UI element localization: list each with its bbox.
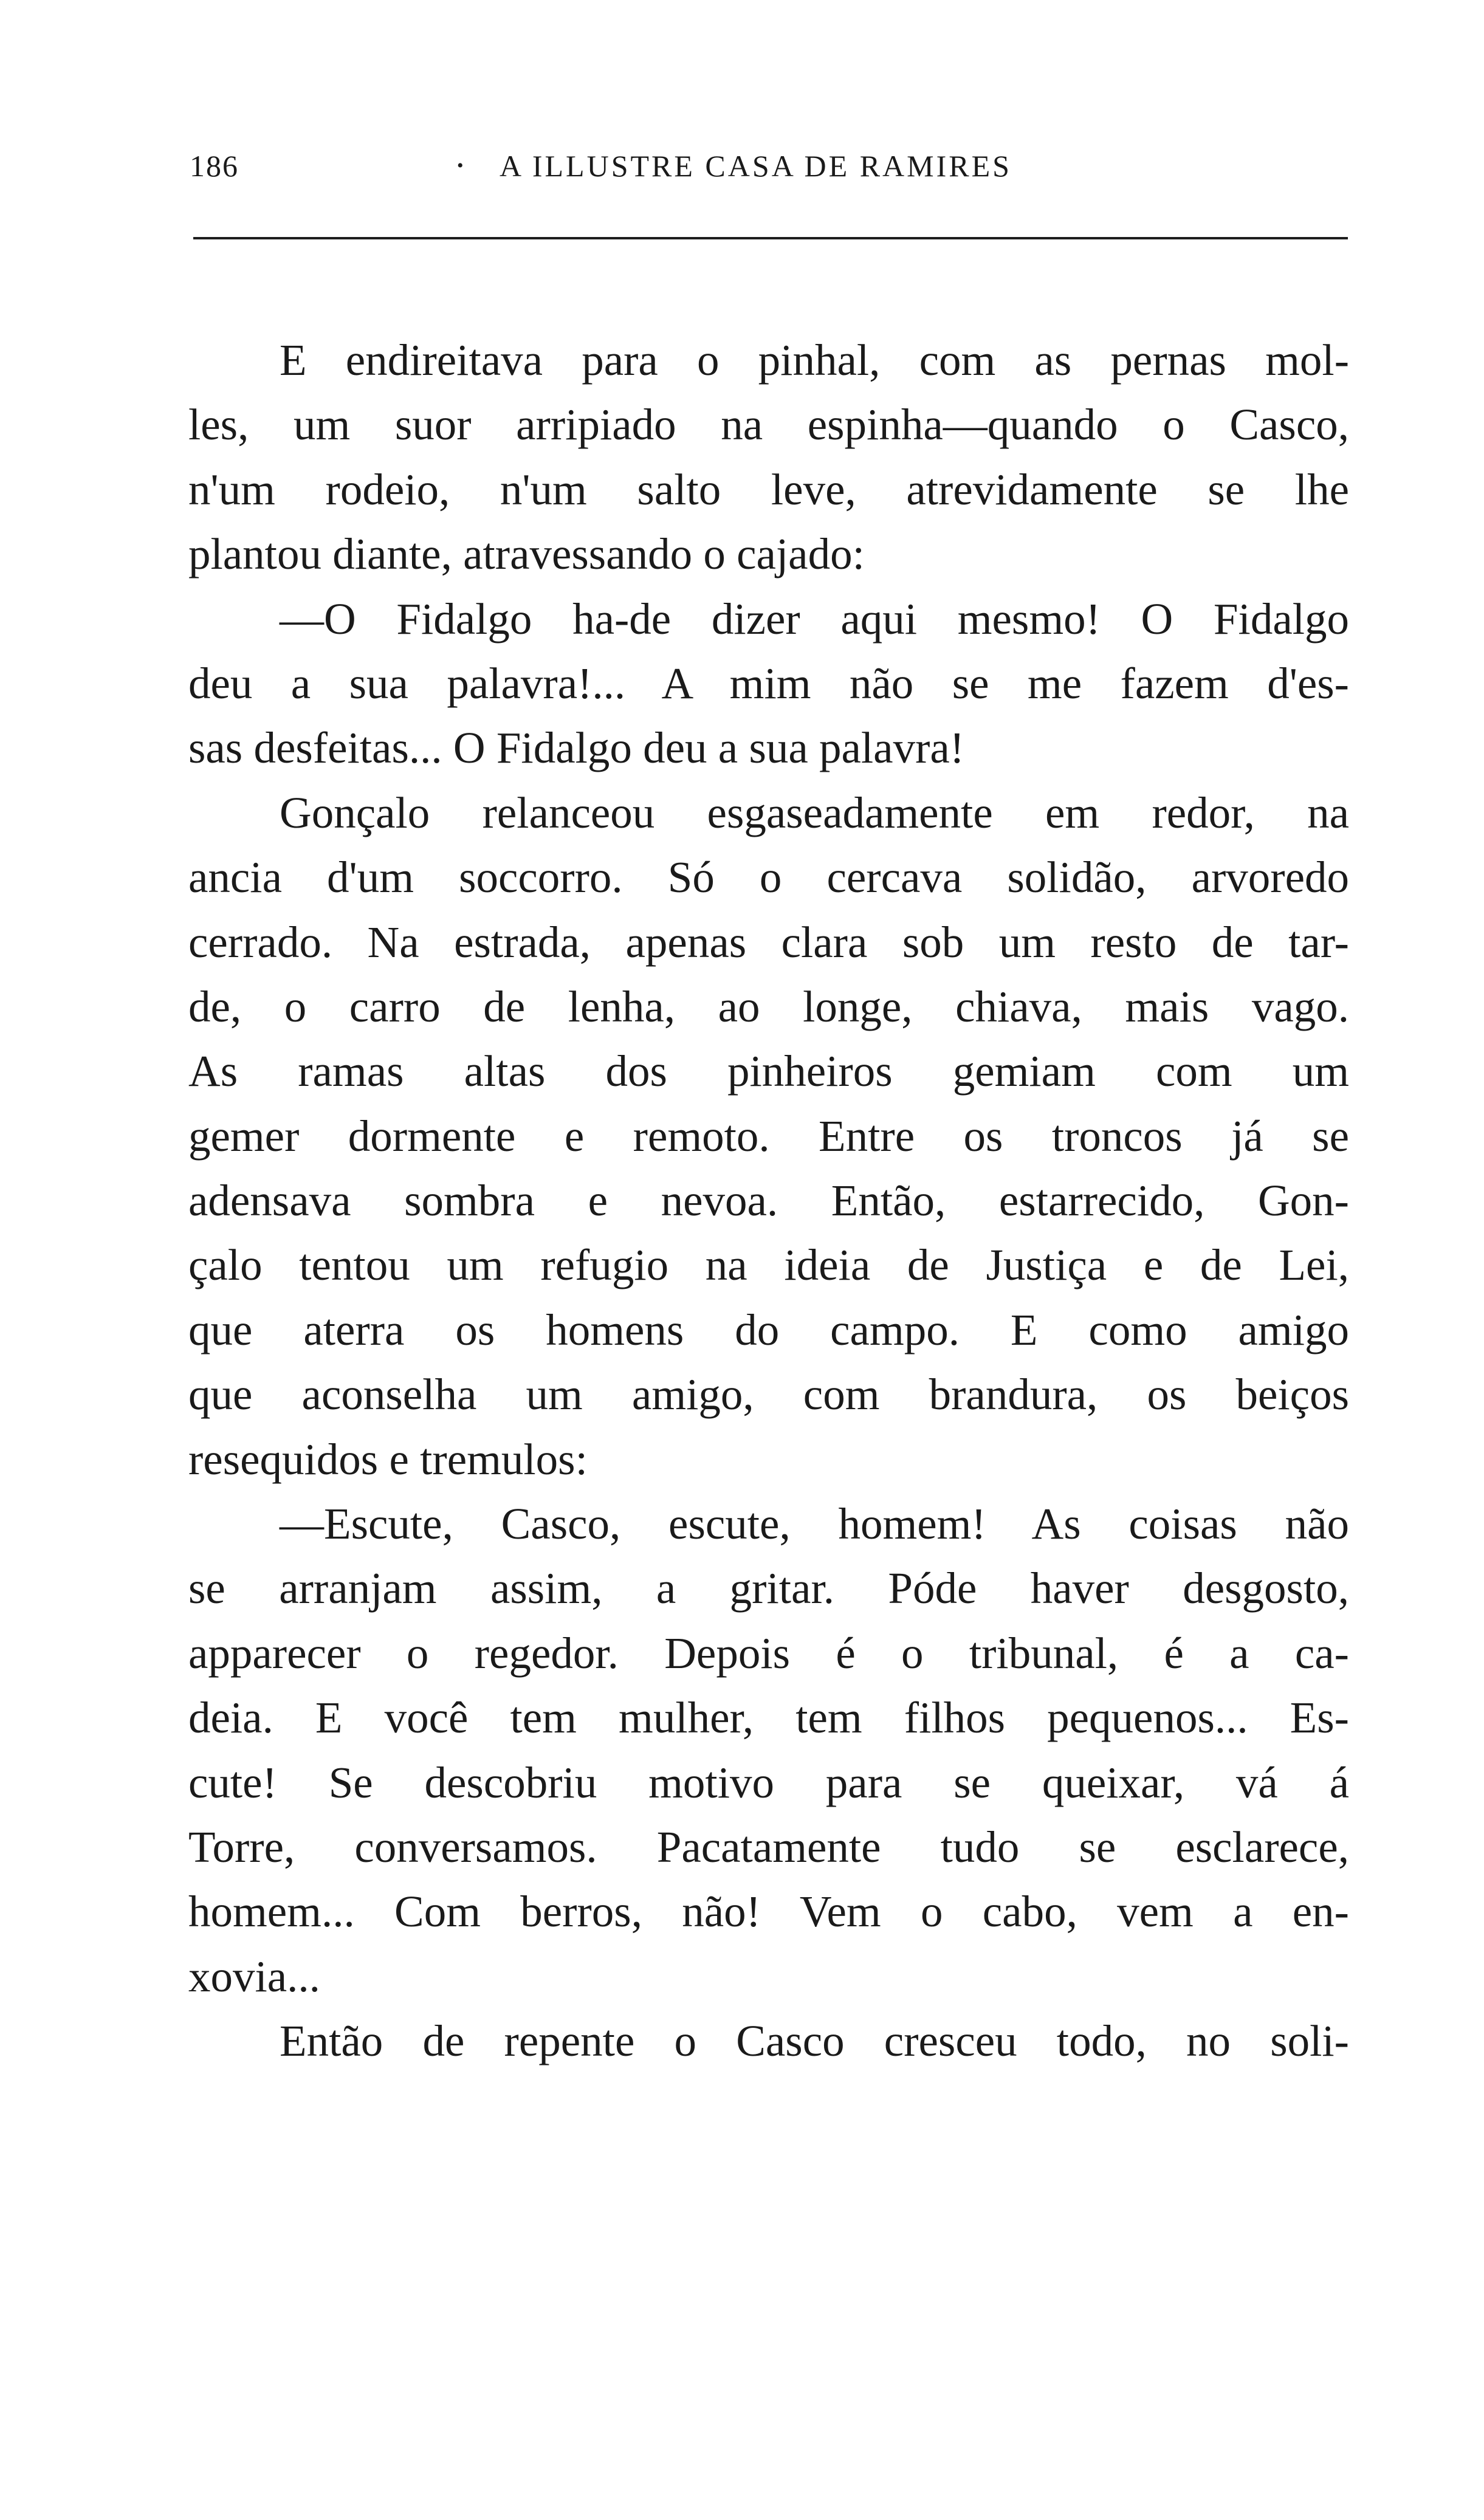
text-line: se arranjam assim, a gritar. Póde haver desgosto, <box>188 1564 1349 1613</box>
text-line: cerrado. Na estrada, apenas clara sob um resto de tar- <box>188 917 1349 967</box>
body-text <box>188 328 1349 2074</box>
text-line: adensava sombra e nevoa. Então, estarrecido, Gon- <box>188 1176 1349 1226</box>
text-line: deu a sua palavra!... A mim não se me fazem d'es- <box>188 658 1349 708</box>
text-line: que aconselha um amigo, com brandura, os beiços <box>188 1370 1349 1420</box>
text-line: Então de repente o Casco cresceu todo, no soli- <box>280 2016 1349 2066</box>
text-line: que aterra os homens do campo. E como amigo <box>188 1305 1349 1354</box>
text-line: Torre, conversamos. Pacatamente tudo se esclarece, <box>188 1822 1349 1872</box>
text-line: les, um suor arripiado na espinha—quando o Casco, <box>188 400 1349 450</box>
text-line: xovia... <box>188 1951 320 2001</box>
page-number: 186 <box>190 149 239 183</box>
text-line: apparecer o regedor. Depois é o tribunal, é a ca- <box>188 1628 1349 1678</box>
text-line: ancia d'um soccorro. Só o cercava solidão, arvoredo <box>188 853 1349 902</box>
text-line: E endireitava para o pinhal, com as pernas mol- <box>280 335 1349 385</box>
running-title: A ILLUSTRE CASA DE RAMIRES <box>500 149 1012 183</box>
running-head <box>190 145 1344 187</box>
text-line: cute! Se descobriu motivo para se queixar, vá á <box>188 1757 1349 1807</box>
text-line: çalo tentou um refugio na ideia de Justiça e de Lei, <box>188 1240 1349 1290</box>
text-line: homem... Com berros, não! Vem o cabo, vem a en- <box>188 1887 1349 1937</box>
text-line: n'um rodeio, n'um salto leve, atrevidamente se lhe <box>188 464 1349 514</box>
text-line: As ramas altas dos pinheiros gemiam com um <box>188 1046 1349 1096</box>
text-line: plantou diante, atravessando o cajado: <box>188 529 865 579</box>
text-line: deia. E você tem mulher, tem filhos pequenos... Es- <box>188 1693 1349 1743</box>
text-line: resequidos e tremulos: <box>188 1434 588 1484</box>
text-line: —O Fidalgo ha-de dizer aqui mesmo! O Fidalgo <box>280 594 1349 644</box>
text-line: Gonçalo relanceou esgaseadamente em redor, na <box>280 788 1349 837</box>
text-line: sas desfeitas... O Fidalgo deu a sua palavra! <box>188 723 965 773</box>
text-line: —Escute, Casco, escute, homem! As coisas não <box>280 1499 1349 1549</box>
text-line: gemer dormente e remoto. Entre os troncos já se <box>188 1111 1349 1161</box>
header-rule <box>193 237 1348 239</box>
bullet-ornament: • <box>457 156 465 176</box>
text-line: de, o carro de lenha, ao longe, chiava, mais vago. <box>188 981 1349 1031</box>
